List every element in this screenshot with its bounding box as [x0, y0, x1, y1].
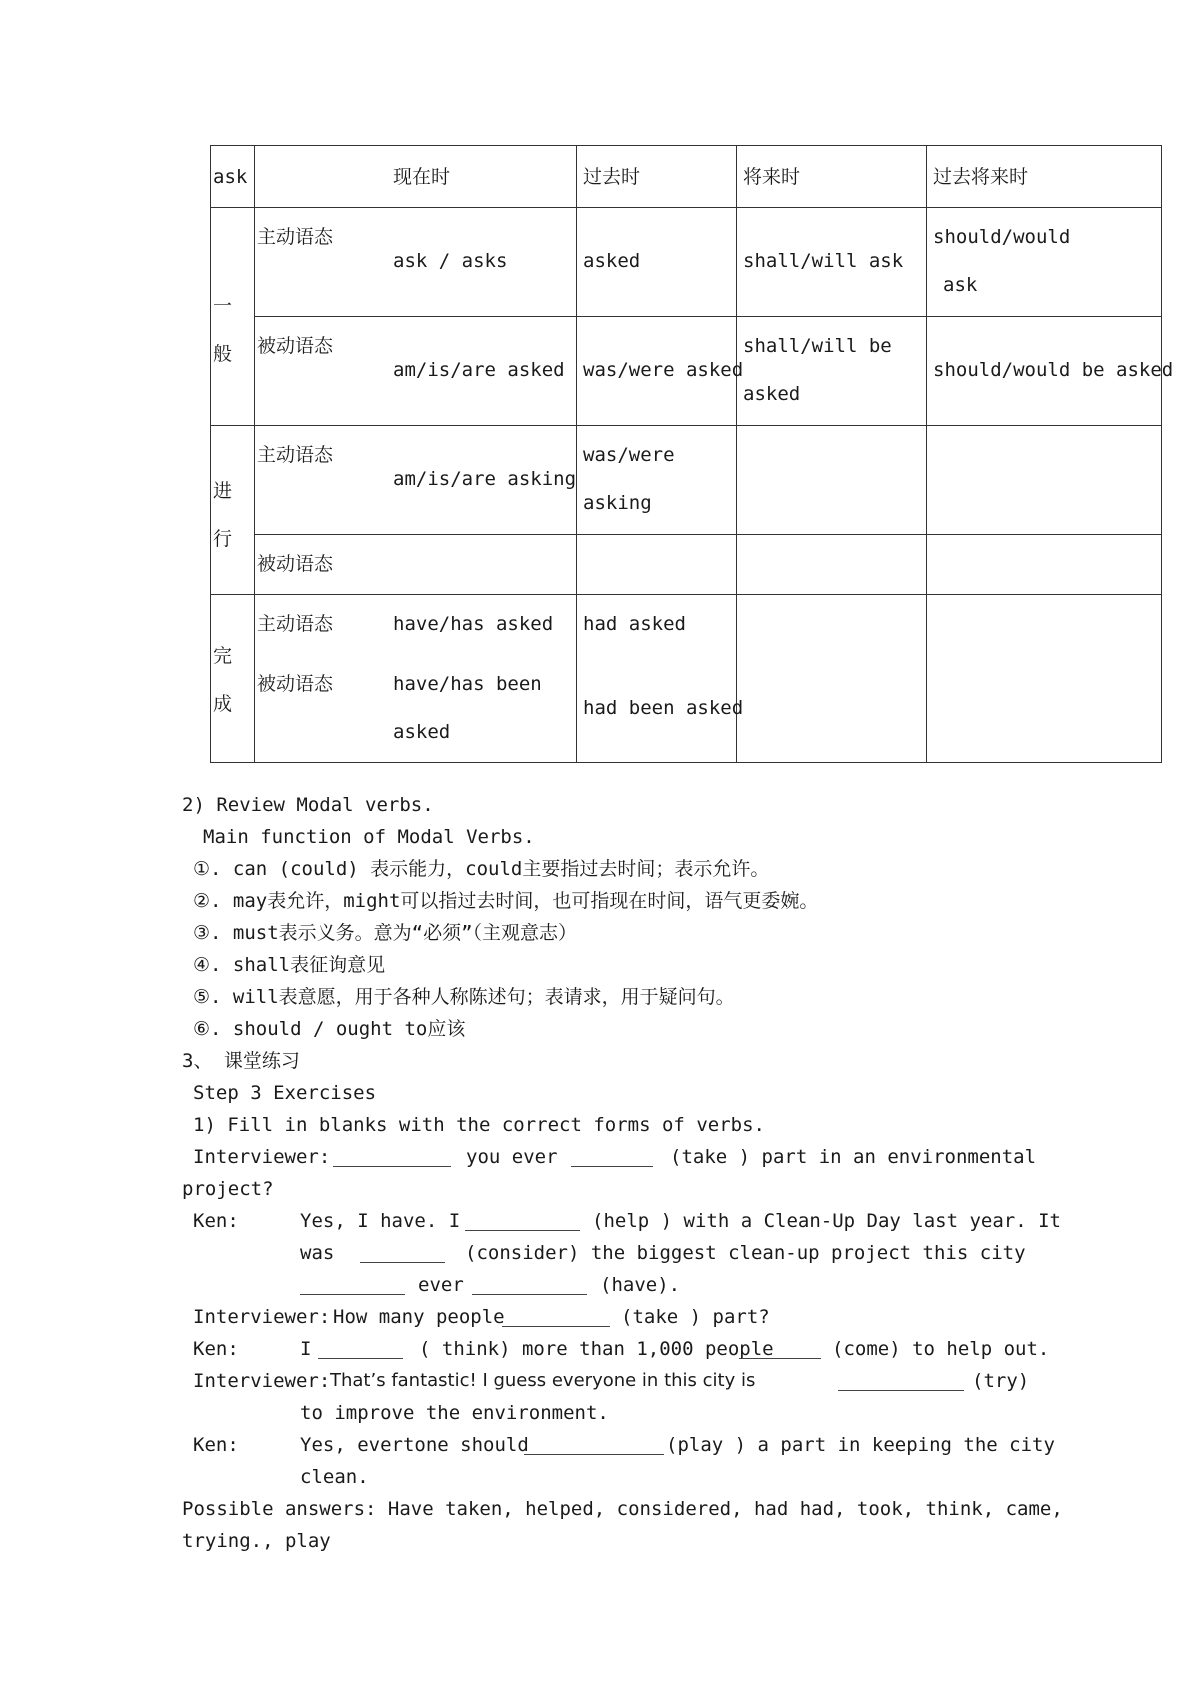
dialogue-text: ( think) more than 1,000 people — [419, 1338, 774, 1360]
cell-perfect: 主动语态 have/has asked 被动语态 have/has been asked — [255, 595, 577, 763]
dialogue-text: ever — [418, 1274, 464, 1296]
cell-perfect-past-future — [927, 595, 1162, 763]
answer-blank[interactable] — [502, 1308, 610, 1327]
cell-prog-active-future — [737, 426, 927, 535]
tense-table — [210, 145, 1174, 763]
table-row — [211, 595, 1162, 763]
answer-blank[interactable] — [465, 1212, 580, 1231]
answer-blank[interactable] — [360, 1244, 445, 1263]
answer-blank[interactable] — [472, 1276, 587, 1295]
cell-prog-passive-past — [577, 535, 737, 595]
table-row — [211, 317, 1162, 426]
answer-blank[interactable] — [333, 1148, 451, 1167]
dialogue-text: Yes, evertone should — [300, 1434, 529, 1456]
speaker-ken: Ken: — [193, 1338, 239, 1360]
cell-simple-active-past: asked — [577, 208, 737, 317]
table-row — [211, 535, 1162, 595]
speaker-ken: Ken: — [193, 1210, 239, 1232]
cell-prog-passive: 被动语态 — [255, 535, 577, 595]
modal-item-1: ①. can (could) 表示能力，could主要指过去时间；表示允许。 — [193, 858, 770, 880]
dialogue-text: was — [300, 1242, 335, 1264]
cell-prog-active: 主动语态 am/is/are asking — [255, 426, 577, 535]
answers-line-2: trying., play — [182, 1530, 331, 1552]
cell-simple-passive-past-future: should/would be asked — [927, 317, 1162, 426]
group-perfect: 完成 — [211, 595, 255, 763]
practice-step: Step 3 Exercises — [193, 1082, 377, 1104]
modal-heading: 2) Review Modal verbs. — [182, 794, 434, 816]
dialogue-text: (come) to help out. — [832, 1338, 1050, 1360]
answer-blank[interactable] — [739, 1340, 821, 1359]
practice-task: 1) Fill in blanks with the correct forms of verbs. — [193, 1114, 765, 1136]
speaker-ken: Ken: — [193, 1434, 239, 1456]
dialogue-text: (play ) a part in keeping the city — [666, 1434, 1055, 1456]
dialogue-text: (consider) the biggest clean-up project this city — [465, 1242, 1026, 1264]
cell-perfect-future — [737, 595, 927, 763]
dialogue-text: clean. — [300, 1466, 369, 1488]
modal-item-5: ⑤. will表意愿，用于各种人称陈述句；表请求，用于疑问句。 — [193, 986, 735, 1008]
cell-prog-passive-future — [737, 535, 927, 595]
dialogue-text: you ever — [466, 1146, 558, 1168]
answer-blank[interactable] — [838, 1372, 964, 1391]
modal-item-6: ⑥. should / ought to应该 — [193, 1018, 466, 1040]
answer-blank[interactable] — [524, 1436, 664, 1455]
practice-section-title: 3、 课堂练习 — [182, 1050, 300, 1072]
dialogue-text: project? — [182, 1178, 274, 1200]
cell-simple-active-past-future: should/would ask — [927, 208, 1162, 317]
cell-simple-active: 主动语态 ask / asks — [255, 208, 577, 317]
table-row — [211, 426, 1162, 535]
speaker-interviewer: Interviewer: — [193, 1370, 331, 1392]
cell-perfect-past: had asked had been asked — [577, 595, 737, 763]
cell-simple-passive: 被动语态 am/is/are asked — [255, 317, 577, 426]
group-progressive: 进行 — [211, 426, 255, 595]
cell-prog-active-past: was/were asking — [577, 426, 737, 535]
cell-prog-active-past-future — [927, 426, 1162, 535]
modal-item-2: ②. may表允许，might可以指过去时间，也可指现在时间，语气更委婉。 — [193, 890, 819, 912]
answer-blank[interactable] — [571, 1148, 653, 1167]
cell-simple-active-future: shall/will ask — [737, 208, 927, 317]
dialogue-text: (take ) part? — [621, 1306, 770, 1328]
speaker-interviewer: Interviewer: — [193, 1146, 331, 1168]
dialogue-text: How many people — [333, 1306, 505, 1328]
modal-item-3: ③. must表示义务。意为“必须”（主观意志） — [193, 922, 578, 944]
dialogue-text: (try) — [972, 1370, 1030, 1392]
dialogue-text: That’s fantastic! I guess everyone in this city is — [330, 1370, 756, 1391]
dialogue-text: (help ) with a Clean-Up Day last year. It — [592, 1210, 1061, 1232]
table-row — [211, 208, 1162, 317]
cell-simple-passive-future: shall/will be asked — [737, 317, 927, 426]
answer-blank[interactable] — [300, 1276, 405, 1295]
header-past: 过去时 — [577, 146, 737, 208]
modal-subheading: Main function of Modal Verbs. — [203, 826, 535, 848]
modal-item-4: ④. shall表征询意见 — [193, 954, 386, 976]
cell-simple-passive-past: was/were asked — [577, 317, 737, 426]
dialogue-text: (take ) part in an environmental — [670, 1146, 1037, 1168]
dialogue-text: (have). — [600, 1274, 681, 1296]
header-present: 现在时 — [255, 146, 577, 208]
dialogue-text: to improve the environment. — [300, 1402, 609, 1424]
header-past-future: 过去将来时 — [927, 146, 1162, 208]
dialogue-text: I — [300, 1338, 312, 1360]
speaker-interviewer: Interviewer: — [193, 1306, 331, 1328]
dialogue-text: Yes, I have. I — [300, 1210, 461, 1232]
answer-blank[interactable] — [318, 1340, 403, 1359]
header-corner: ask — [211, 146, 255, 208]
cell-prog-passive-past-future — [927, 535, 1162, 595]
group-simple: 一般 — [211, 208, 255, 426]
header-future: 将来时 — [737, 146, 927, 208]
table-header-row — [211, 146, 1162, 208]
answers-line-1: Possible answers: Have taken, helped, considered, had had, took, think, came, — [182, 1498, 1063, 1520]
